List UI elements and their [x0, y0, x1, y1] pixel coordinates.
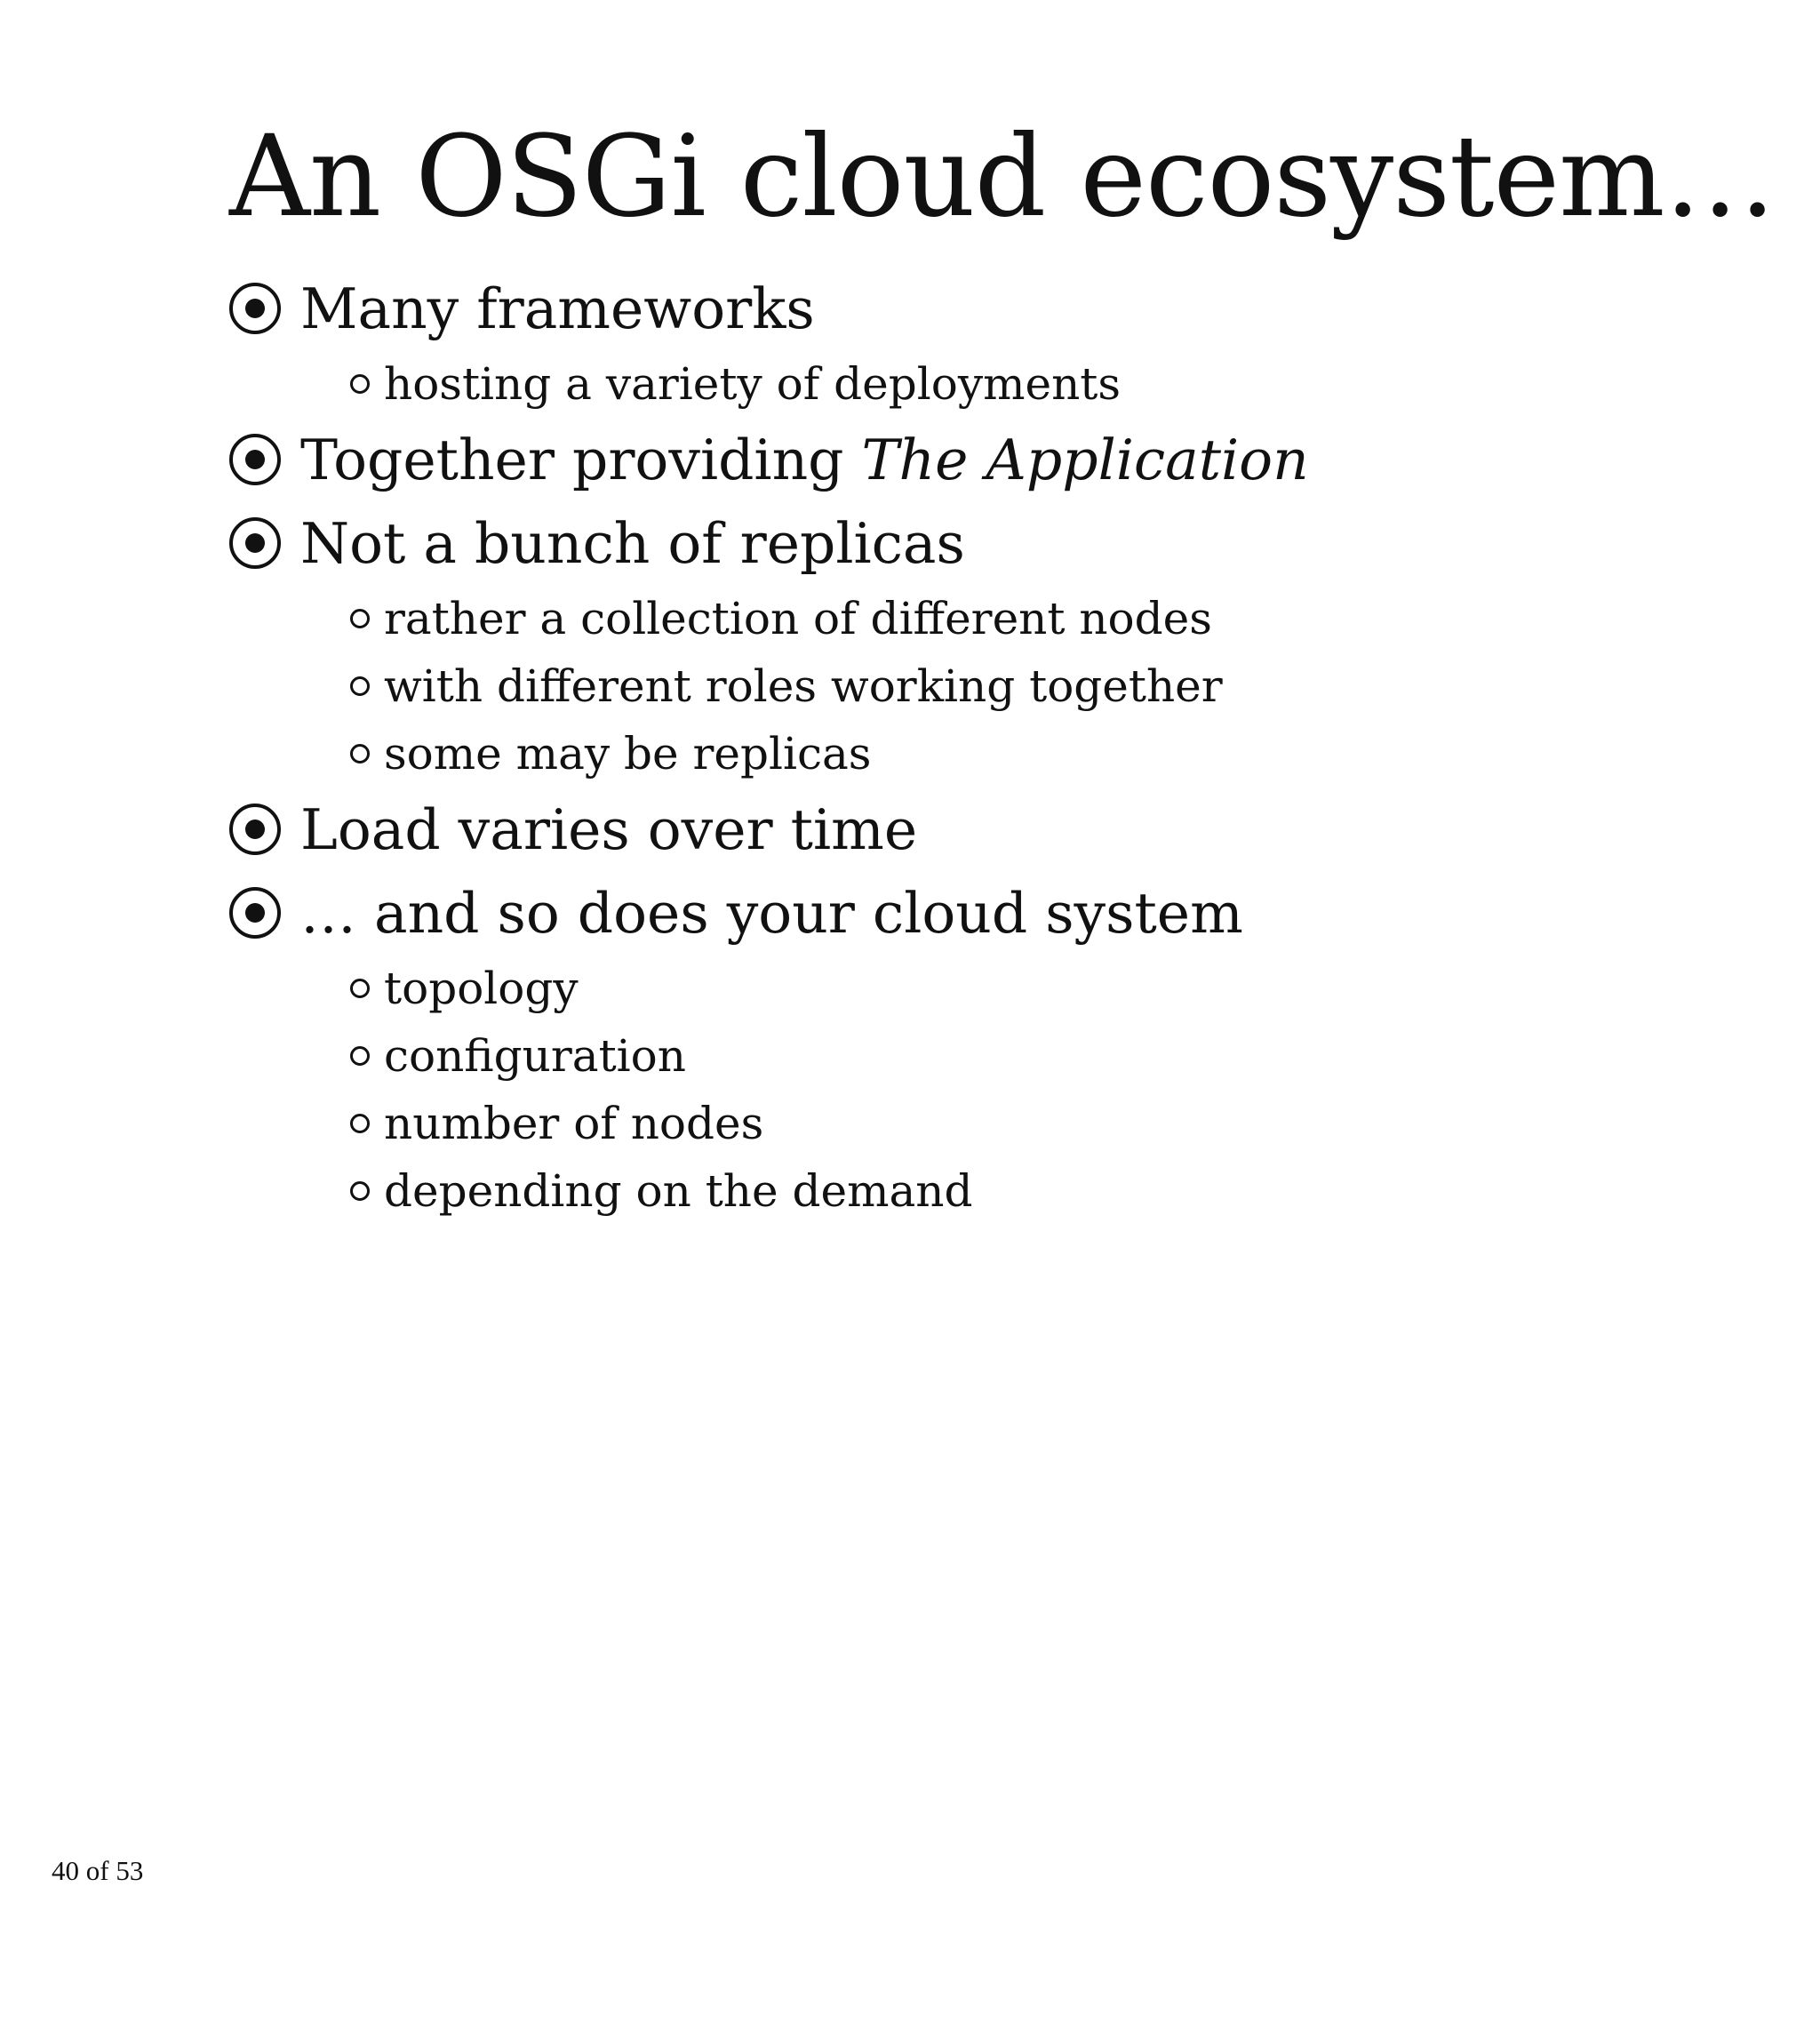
- bullet-text: Load varies over time: [300, 796, 918, 862]
- page-counter: 40 of 53: [52, 1855, 144, 1886]
- bullet-text: Not a bunch of replicas: [300, 510, 965, 576]
- sub-bullet-marker-icon: [350, 374, 370, 394]
- bullet-text-emphasis: The Application: [861, 427, 1309, 492]
- sub-bullet-marker-icon: [350, 676, 370, 696]
- bullet-marker-icon: [229, 804, 281, 855]
- sub-bullet-marker-icon: [350, 1114, 370, 1133]
- bullet-item: [229, 788, 1740, 871]
- bullet-text: … and so does your cloud system: [300, 880, 1243, 946]
- sub-bullet-marker-icon: [350, 979, 370, 998]
- bullet-list: [229, 267, 1740, 1225]
- sub-bullet-marker-icon: [350, 1181, 370, 1201]
- sub-bullet-text: number of nodes: [384, 1098, 764, 1149]
- bullet-marker-icon: [229, 517, 281, 569]
- sub-bullet-marker-icon: [350, 1046, 370, 1066]
- sub-bullet-item: [229, 720, 1740, 788]
- bullet-marker-icon: [229, 434, 281, 485]
- sub-bullet-item: [229, 350, 1740, 418]
- sub-bullet-item: [229, 955, 1740, 1022]
- bullet-item: [229, 501, 1740, 788]
- sub-bullet-text: hosting a variety of deployments: [384, 358, 1122, 410]
- sub-bullet-item: [229, 1022, 1740, 1090]
- sub-bullet-text: with different roles working together: [384, 660, 1223, 712]
- sub-bullet-text: configuration: [384, 1030, 686, 1082]
- sub-bullet-item: [229, 1157, 1740, 1225]
- bullet-item: [229, 267, 1740, 418]
- sub-bullet-marker-icon: [350, 744, 370, 764]
- sub-bullet-text: topology: [384, 963, 579, 1014]
- sub-bullet-item: [229, 1090, 1740, 1157]
- sub-bullet-item: [229, 652, 1740, 720]
- sub-bullet-marker-icon: [350, 609, 370, 628]
- sub-bullet-text: some may be replicas: [384, 728, 872, 780]
- bullet-marker-icon: [229, 887, 281, 939]
- sub-bullet-list: [229, 350, 1740, 418]
- bullet-item: [229, 871, 1740, 1225]
- bullet-text: Many frameworks: [300, 276, 815, 341]
- bullet-item: [229, 418, 1740, 501]
- bullet-marker-icon: [229, 283, 281, 334]
- bullet-text: [300, 428, 1309, 492]
- slide-title: An OSGi cloud ecosystem…: [229, 111, 1776, 242]
- bullet-text-plain: Together providing: [300, 427, 862, 492]
- sub-bullet-text: rather a collection of different nodes: [384, 593, 1212, 644]
- sub-bullet-text: depending on the demand: [384, 1165, 973, 1217]
- sub-bullet-list: [229, 585, 1740, 788]
- sub-bullet-item: [229, 585, 1740, 652]
- sub-bullet-list: [229, 955, 1740, 1225]
